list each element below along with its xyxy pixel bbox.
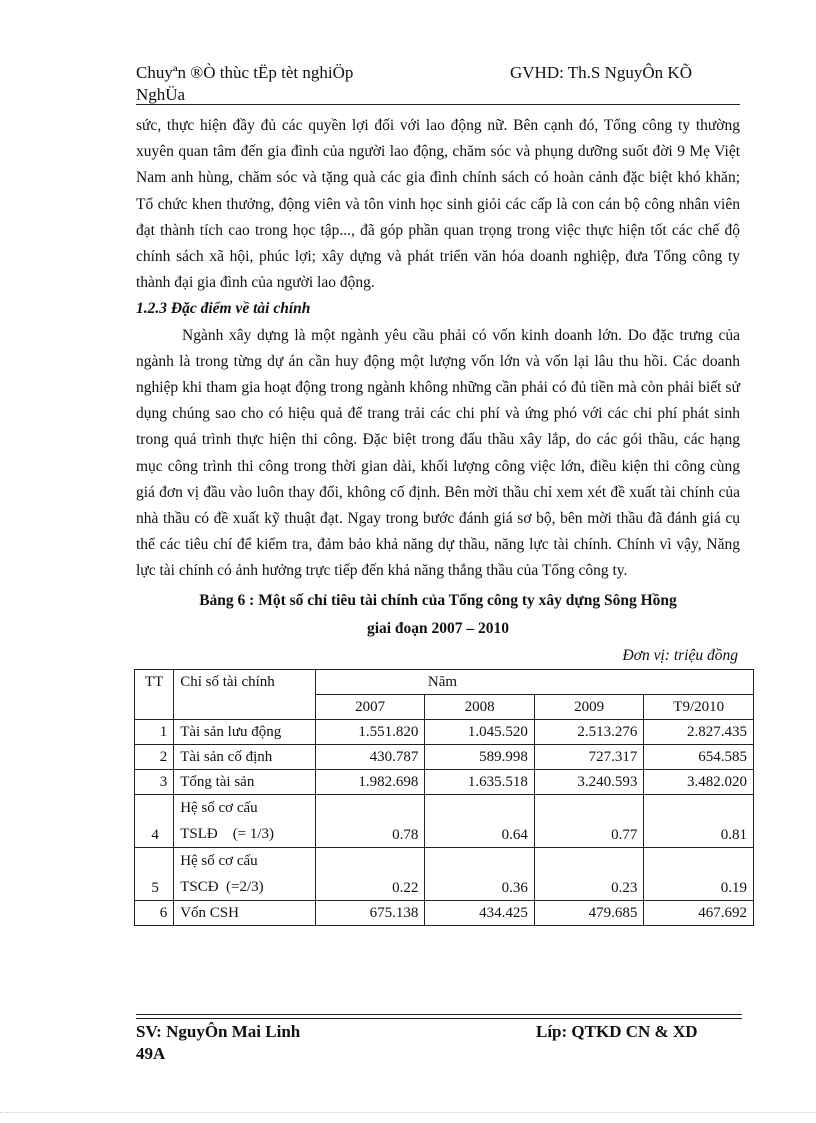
footer-divider-double (136, 1018, 742, 1019)
page-edge (0, 1112, 816, 1113)
cell-value: 1.635.518 (425, 769, 535, 794)
row-label: Tổng tài sản (174, 769, 316, 794)
cell-value: 1.045.520 (425, 719, 535, 744)
table-row (135, 719, 754, 744)
table-caption (136, 587, 740, 643)
row-number: 2 (135, 744, 174, 769)
cell-value: 434.425 (425, 900, 535, 925)
table-row (135, 794, 754, 847)
section-heading: 1.2.3 Đặc điểm về tài chính (136, 300, 311, 318)
cell-value: 2.513.276 (534, 719, 644, 744)
year-2007: 2007 (315, 694, 425, 719)
paragraph: Ngành xây dựng là một ngành yêu cầu phải có vốn kinh doanh lớn. Do đặc trưng của ngành là trong từng dự án cần huy động một lượng vốn lớn và vốn lại lâu thu hồi. Các doanh nghiệp khi tham gia hoạt động trong ngành không những cần phải có đủ tiền mà còn phải biết sử dụng chúng sao cho có hiệu quả để trang trải các chi phí và ứng phó với các chi phí phát sinh trong quá trình thực hiện thi công. Đặc biệt trong đấu thầu xây lắp, do các gói thầu, các hạng mục công trình thi công trong thời gian dài, khối lượng công việc lớn, điều kiện thi công cùng giá đơn vị đầu vào luôn thay đổi, không cố định. Bên mời thầu chỉ xem xét đề xuất tài chính của nhà thầu có đề xuất kỹ thuật đạt. Ngay trong bước đánh giá sơ bộ, bên mời thầu đã đánh giá cụ thể các tiêu chí để kiểm tra, đảm bảo khả năng dự thầu, năng lực tài chính. Chính vì vậy, Năng lực tài chính có ảnh hưởng trực tiếp đến khả năng thắng thầu của Tổng công ty. (136, 326, 740, 580)
table-row (135, 847, 754, 900)
footer-student-cohort: 49A (136, 1044, 166, 1063)
row-number: 6 (135, 900, 174, 925)
cell-value: 0.77 (534, 794, 644, 847)
cell-value: 3.240.593 (534, 769, 644, 794)
cell-value: 467.692 (644, 900, 754, 925)
row-label (174, 847, 316, 900)
table-row (135, 900, 754, 925)
footer-student: SV: NguyÔn Mai Linh (136, 1022, 301, 1041)
table-row (135, 769, 754, 794)
row-label-line-1: Hệ số cơ cấu (180, 799, 258, 816)
cell-value: 0.22 (315, 847, 425, 900)
row-label-line-2: TSLĐ (= 1/3) (180, 825, 275, 842)
year-2009: 2009 (534, 694, 644, 719)
row-label (174, 794, 316, 847)
cell-value: 3.482.020 (644, 769, 754, 794)
row-label: Vốn CSH (174, 900, 316, 925)
cell-value: 0.81 (644, 794, 754, 847)
table-unit: Đơn vị: triệu đồng (622, 646, 738, 664)
header-topic: Chuyªn ®Ò thùc tËp tèt nghiÖp (136, 63, 354, 82)
cell-value: 0.23 (534, 847, 644, 900)
row-label: Tài sản cố định (174, 744, 316, 769)
header-tt: TT (135, 669, 174, 719)
cell-value: 0.19 (644, 847, 754, 900)
row-label-line-2: TSCĐ (=2/3) (180, 878, 264, 895)
year-t9-2010: T9/2010 (644, 694, 754, 719)
row-label: Tài sản lưu động (174, 719, 316, 744)
header-topic-continued: NghÜa (136, 85, 186, 104)
row-number: 1 (135, 719, 174, 744)
row-number: 4 (135, 794, 174, 847)
table-row (135, 744, 754, 769)
cell-value: 479.685 (534, 900, 644, 925)
caption-line-1: Bảng 6 : Một số chỉ tiêu tài chính của Tổng công ty xây dựng Sông Hồng (199, 591, 677, 609)
cell-value: 2.827.435 (644, 719, 754, 744)
footer-divider (136, 1014, 742, 1015)
page-body (136, 113, 747, 926)
cell-value: 430.787 (315, 744, 425, 769)
cell-value: 675.138 (315, 900, 425, 925)
financial-indicators-table (134, 669, 754, 926)
caption-line-2: giai đoạn 2007 – 2010 (366, 619, 510, 637)
row-number: 3 (135, 769, 174, 794)
header-divider (136, 104, 740, 105)
cell-value: 589.998 (425, 744, 535, 769)
header-year-group: Năm (315, 669, 753, 694)
footer-class: Líp: QTKD CN & XD (536, 1022, 698, 1041)
cell-value: 1.551.820 (315, 719, 425, 744)
cell-value: 1.982.698 (315, 769, 425, 794)
header-supervisor: GVHD: Th.S NguyÔn KÕ (510, 63, 692, 82)
cell-value: 0.78 (315, 794, 425, 847)
paragraph: sức, thực hiện đầy đủ các quyền lợi đối với lao động nữ. Bên cạnh đó, Tổng công ty thường xuyên quan tâm đến gia đình của người lao động, chăm sóc và phụng dưỡng suốt đời 9 Mẹ Việt Nam anh hùng, chăm sóc và tặng quà các gia đình chính sách có hoàn cảnh đặc biệt khó khăn; Tổ chức khen thưởng, động viên và tôn vinh học sinh giỏi các cấp là con cán bộ công nhân viên đạt thành tích cao trong học tập..., đã góp phần quan trọng trong việc thực hiện tốt các chế độ chính sách xã hội, phúc lợi; xây dựng và phát triển văn hóa doanh nghiệp, đưa Tổng công ty thành đại gia đình của người lao động. (136, 117, 740, 292)
cell-value: 727.317 (534, 744, 644, 769)
year-2008: 2008 (425, 694, 535, 719)
cell-value: 654.585 (644, 744, 754, 769)
table-header-row (135, 669, 754, 694)
cell-value: 0.64 (425, 794, 535, 847)
header-indicator: Chỉ số tài chính (174, 669, 316, 719)
cell-value: 0.36 (425, 847, 535, 900)
row-label-line-1: Hệ số cơ cấu (180, 852, 258, 869)
row-number: 5 (135, 847, 174, 900)
